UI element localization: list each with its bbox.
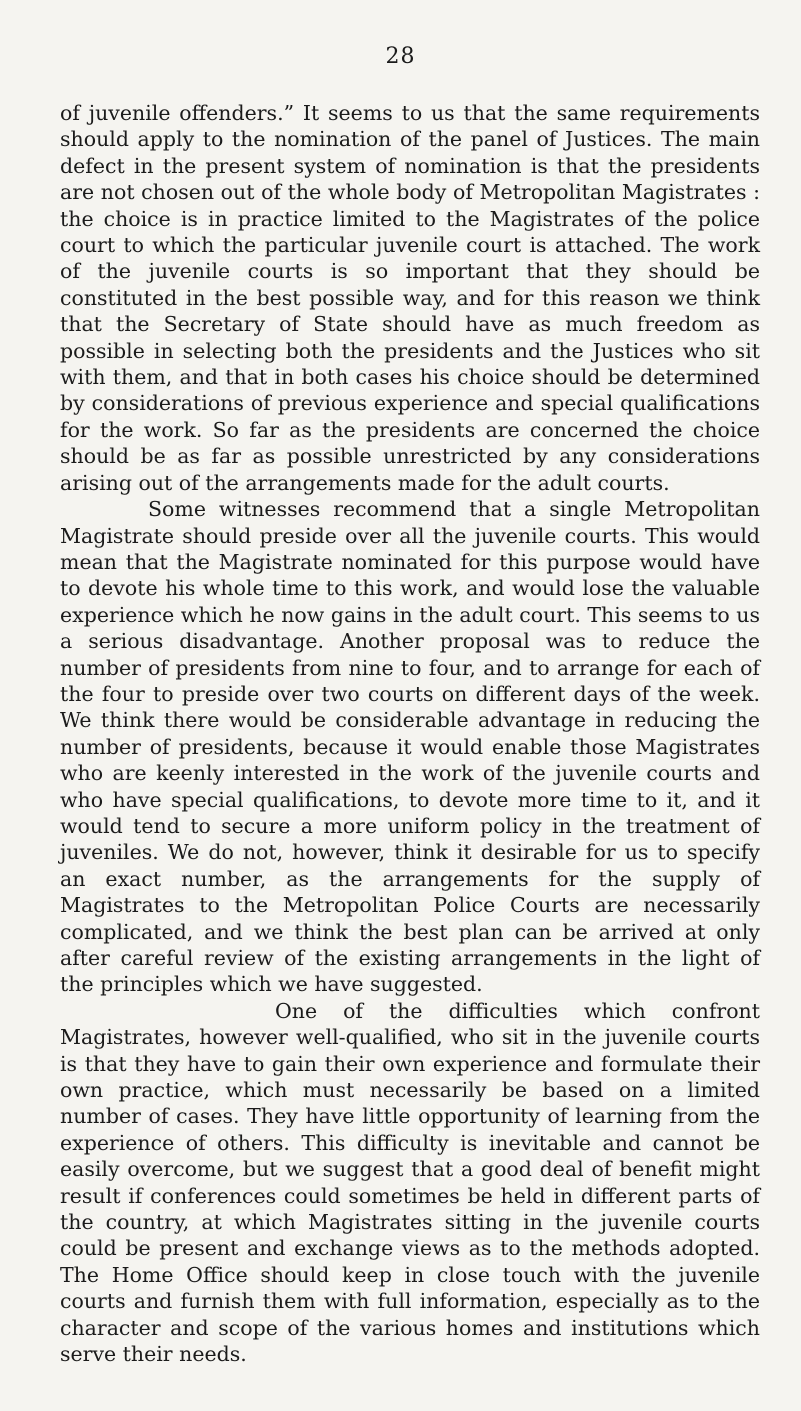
paragraph-2: Some witnesses recommend that a single Metropolitan Magistrate should preside over all the juvenile courts. This would mean that the Magistrate nominated for this purpose would have to devote his whole time to this work, and would lose the valuable experience which he now gains in the adult court. This seems to us a serious disadvantage. Another proposal was to reduce the number of presidents from nine to four, and to arrange for each of the four to preside over two courts on different days of the week. We think there would be considerable advantage in reducing the number of presidents, because it would enable those Magistrates who are keenly interested in the work of the juvenile courts and who have special qualifications, to devote more time to it, and it would tend to secure a more uniform policy in the treatment of juveniles. We do not, however, think it desirable for us to specify an exact number, as the arrangements for the supply of Magistrates to the Metropolitan Police Courts are necessarily complicated, and we think the best plan can be arrived at only after careful review of the existing arrangements in the light of the principles which we have suggested.	[60, 497, 760, 997]
paragraph-3: One of the difficulties which confront Magistrates, however well-qualified, who sit in the juvenile courts is that they have to gain their own experience and formulate their own practice, which must necessarily be based on a limited number of cases. They have little opportunity of learning from the experience of others. This difficulty is inevitable and cannot be easily overcome, but we suggest that a good deal of benefit might result if conferences could sometimes be held in different parts of the country, at which Magistrates sitting in the juvenile courts could be present and exchange views as to the methods adopted. The Home Office should keep in close touch with the juvenile courts and furnish them with full information, especially as to the character and scope of the various homes and institutions which serve their needs.	[60, 998, 760, 1367]
paragraph-1: of juvenile offenders.” It seems to us that the same requirements should apply to the nomination of the panel of Justices. The main defect in the present system of nomination is that the presidents are not chosen out of the whole body of Metropolitan Magistrates : the choice is in practice limited to the Magistrates of the police court to which the particular juvenile court is attached. The work of the juvenile courts is so important that they should be constituted in the best possible way, and for this reason we think that the Secretary of State should have as much freedom as possible in selecting both the presidents and the Justices who sit with them, and that in both cases his choice should be determined by considerations of previous experience and special qualifications for the work. So far as the presidents are concerned the choice should be as far as possible unrestricted by any considerations arising out of the arrangements made for the adult courts.	[60, 101, 760, 495]
page-number: 28	[385, 44, 416, 69]
body-text	[60, 100, 760, 1368]
